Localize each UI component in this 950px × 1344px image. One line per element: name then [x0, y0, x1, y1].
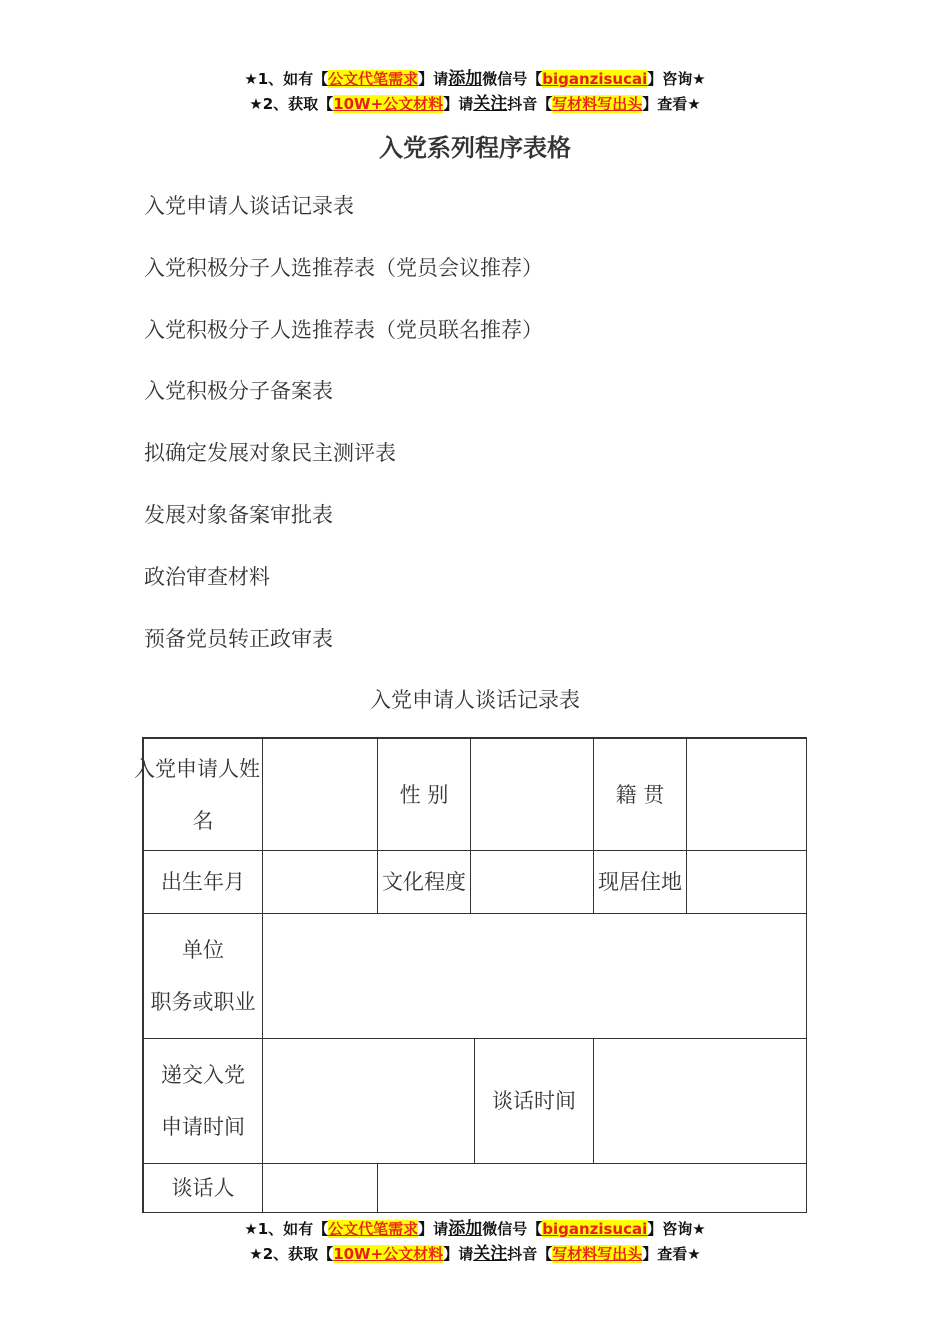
douyin-account: 写材料写出头 [552, 95, 643, 113]
toc-item: 入党积极分子人选推荐表（党员会议推荐） [144, 255, 543, 280]
gender-label: 性 别 [377, 738, 471, 851]
origin-field[interactable] [686, 738, 807, 851]
table-of-contents [144, 188, 543, 682]
highlight-text: 10W+公文材料 [333, 95, 444, 113]
highlight-text: 公文代笔需求 [328, 70, 419, 88]
interview-time-field[interactable] [593, 1038, 807, 1164]
douyin-account: 写材料写出头 [552, 1245, 643, 1263]
toc-item: 入党积极分子人选推荐表（党员联名推荐） [144, 317, 543, 342]
toc-item: 拟确定发展对象民主测评表 [144, 441, 396, 466]
promo-banner-top-line-2: ★2、获取【10W+公文材料】请关注抖音【写材料写出头】查看★ [249, 94, 701, 114]
toc-item: 预备党员转正政审表 [144, 626, 333, 651]
birth-date-label: 出生年月 [143, 850, 263, 914]
unit-position-field[interactable] [262, 913, 807, 1039]
wechat-id: biganzisucai [542, 1220, 648, 1238]
toc-item: 入党积极分子备案表 [144, 379, 333, 404]
interview-time-label: 谈话时间 [474, 1038, 594, 1164]
gender-field[interactable] [470, 738, 594, 851]
applicant-name-field[interactable] [262, 738, 378, 851]
application-date-field[interactable] [262, 1038, 475, 1164]
interviewer-extra-field[interactable] [377, 1163, 807, 1213]
document-title: 入党系列程序表格 [379, 134, 571, 162]
origin-label: 籍 贯 [593, 738, 687, 851]
wechat-id: biganzisucai [542, 70, 648, 88]
education-label: 文化程度 [377, 850, 471, 914]
toc-item: 入党申请人谈话记录表 [144, 194, 354, 218]
highlight-text: 10W+公文材料 [333, 1245, 444, 1263]
form-title: 入党申请人谈话记录表 [370, 688, 580, 712]
education-field[interactable] [470, 850, 594, 914]
residence-field[interactable] [686, 850, 807, 914]
residence-label: 现居住地 [593, 850, 687, 914]
promo-banner-bottom-line-2: ★2、获取【10W+公文材料】请关注抖音【写材料写出头】查看★ [249, 1244, 701, 1264]
application-date-label: 递交入党 申请时间 [143, 1038, 263, 1164]
unit-position-label: 单位 职务或职业 [143, 913, 263, 1039]
promo-banner-top-line-1: ★1、如有【公文代笔需求】请添加微信号【biganzisucai】咨询★ [244, 69, 706, 89]
highlight-text: 公文代笔需求 [328, 1220, 419, 1238]
interview-record-form [134, 737, 807, 1213]
birth-date-field[interactable] [262, 850, 378, 914]
toc-item: 发展对象备案审批表 [144, 502, 333, 527]
interviewer-field[interactable] [262, 1163, 378, 1213]
applicant-name-label: 入党申请人姓 名 [143, 738, 263, 851]
promo-banner-bottom-line-1: ★1、如有【公文代笔需求】请添加微信号【biganzisucai】咨询★ [244, 1219, 706, 1239]
interviewer-label: 谈话人 [143, 1163, 263, 1213]
toc-item: 政治审查材料 [144, 564, 270, 589]
